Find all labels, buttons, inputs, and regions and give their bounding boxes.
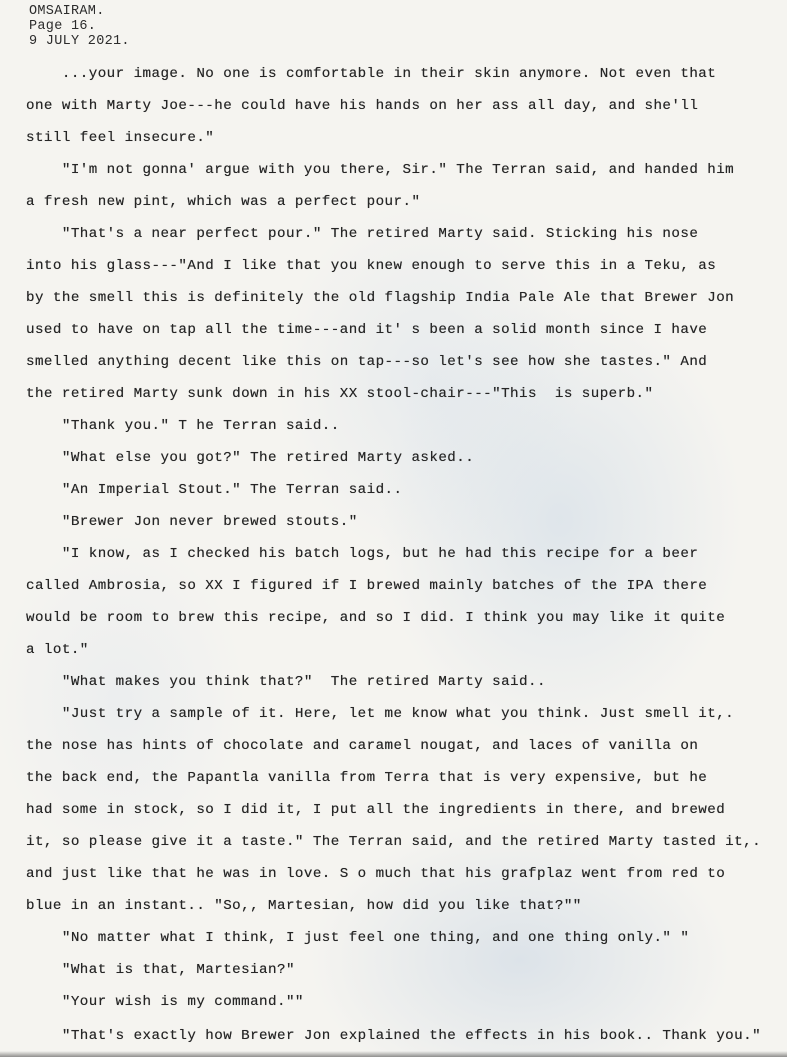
- text-line: "What makes you think that?" The retired Marty said..: [26, 674, 546, 690]
- page-header: [29, 4, 130, 49]
- text-line: "What else you got?" The retired Marty asked..: [26, 450, 475, 466]
- text-line: "No matter what I think, I just feel one thing, and one thing only." ": [26, 930, 690, 946]
- text-line: by the smell this is definitely the old flagship India Pale Ale that Brewer Jon: [26, 290, 735, 306]
- text-line: and just like that he was in love. S o much that his grafplaz went from red to: [26, 866, 726, 882]
- text-line: "I'm not gonna' argue with you there, Sir." The Terran said, and handed him: [26, 162, 735, 178]
- text-line: a lot.": [26, 642, 89, 658]
- text-line: it, so please give it a taste." The Terran said, and the retired Marty tasted it,.: [26, 834, 762, 850]
- text-line: "Just try a sample of it. Here, let me know what you think. Just smell it,.: [26, 706, 735, 722]
- text-line: "That's a near perfect pour." The retired Marty said. Sticking his nose: [26, 226, 699, 242]
- header-dedication: OMSAIRAM.: [29, 4, 105, 19]
- text-line: into his glass---"And I like that you knew enough to serve this in a Teku, as: [26, 258, 717, 274]
- page-bottom-edge: [0, 1051, 787, 1057]
- text-line: "An Imperial Stout." The Terran said..: [26, 482, 403, 498]
- text-line: the nose has hints of chocolate and caramel nougat, and laces of vanilla on: [26, 738, 699, 754]
- text-line: smelled anything decent like this on tap---so let's see how she tastes." And: [26, 354, 708, 370]
- text-line: used to have on tap all the time---and it' s been a solid month since I have: [26, 322, 708, 338]
- text-line: the retired Marty sunk down in his XX stool-chair---"This is superb.": [26, 386, 654, 402]
- text-line: a fresh new pint, which was a perfect pour.": [26, 194, 421, 210]
- text-line: "Brewer Jon never brewed stouts.": [26, 514, 358, 530]
- text-line: ...your image. No one is comfortable in their skin anymore. Not even that: [26, 66, 717, 82]
- text-line: still feel insecure.": [26, 130, 215, 146]
- header-date: 9 JULY 2021.: [29, 34, 130, 49]
- text-line: "Your wish is my command."": [26, 994, 304, 1010]
- text-line: called Ambrosia, so XX I figured if I brewed mainly batches of the IPA there: [26, 578, 708, 594]
- text-line: "Thank you." T he Terran said..: [26, 418, 340, 434]
- header-page-number: Page 16.: [29, 19, 97, 34]
- text-line: would be room to brew this recipe, and so I did. I think you may like it quite: [26, 610, 726, 626]
- text-line: one with Marty Joe---he could have his hands on her ass all day, and she'll: [26, 98, 699, 114]
- text-line: "I know, as I checked his batch logs, but he had this recipe for a beer: [26, 546, 699, 562]
- text-line: blue in an instant.. "So,, Martesian, how did you like that?"": [26, 898, 582, 914]
- text-line: "What is that, Martesian?": [26, 962, 295, 978]
- text-line: the back end, the Papantla vanilla from Terra that is very expensive, but he: [26, 770, 708, 786]
- text-line: had some in stock, so I did it, I put all the ingredients in there, and brewed: [26, 802, 726, 818]
- text-line: "That's exactly how Brewer Jon explained the effects in his book.. Thank you.": [26, 1028, 762, 1044]
